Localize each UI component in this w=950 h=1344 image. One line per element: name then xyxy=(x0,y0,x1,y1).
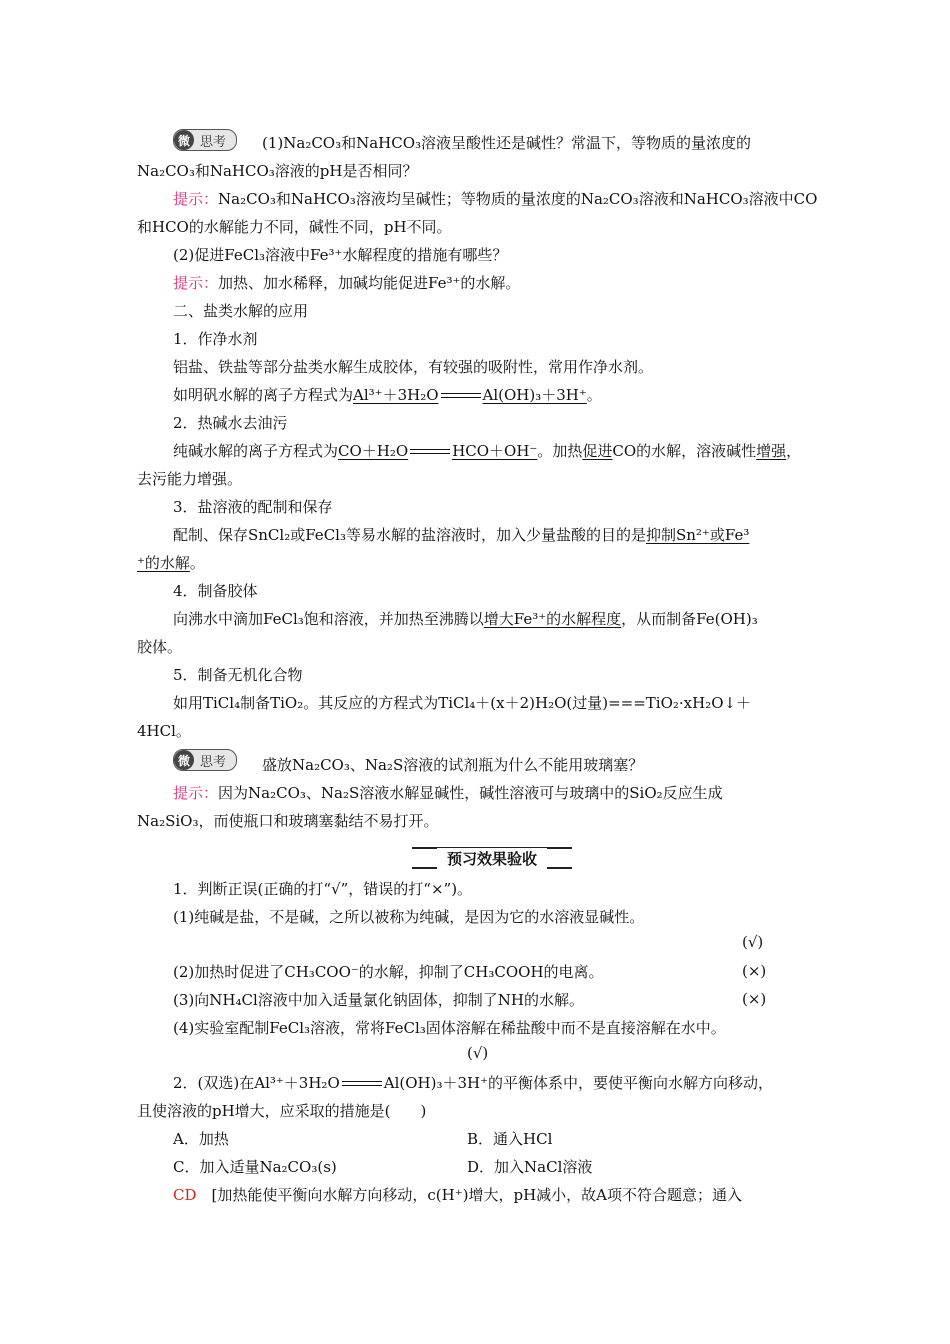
equation-left: CO＋H₂O xyxy=(338,442,409,460)
text: CO的水解，溶液碱性 xyxy=(612,442,757,460)
text: 纯碱水解的离子方程式为 xyxy=(173,442,339,460)
text: 。 xyxy=(189,554,205,572)
section-heading: 二、盐类水解的应用 xyxy=(173,302,309,320)
equation-right: Al(OH)₃＋3H⁺ xyxy=(482,386,587,404)
paragraph xyxy=(173,609,853,629)
text: 。加热 xyxy=(537,442,583,460)
answer-key: CD xyxy=(173,1186,197,1204)
text: 如明矾水解的离子方程式为 xyxy=(173,386,354,404)
think-label: 思考 xyxy=(200,134,227,150)
answer-text: 加热、加水稀释，加碱均能促进Fe³⁺的水解。 xyxy=(218,274,521,292)
hint-label: 提示： xyxy=(173,190,219,208)
option-b: B．通入HCl xyxy=(467,1130,553,1148)
think-badge xyxy=(173,129,237,151)
question-stem: 1．判断正误(正确的打“√”，错误的打“×”)。 xyxy=(173,880,473,898)
question-item: (2)加热时促进了CH₃COO⁻的水解，抑制了CH₃COOH的电离。 xyxy=(173,963,604,981)
wei-icon: 微 xyxy=(174,750,194,770)
equilibrium-arrow-icon xyxy=(342,1079,382,1089)
wei-icon: 微 xyxy=(174,130,194,150)
subheading-5: 5．制备无机化合物 xyxy=(173,666,303,684)
section-title-box xyxy=(412,847,572,869)
blank-answer: ⁺的水解 xyxy=(137,554,190,572)
blank-answer: 促进 xyxy=(582,442,613,460)
equation-right: HCO＋OH⁻ xyxy=(452,442,538,460)
answer-mark: (√) xyxy=(467,1044,489,1062)
paragraph xyxy=(173,525,853,545)
option-c: C．加入适量Na₂CO₃(s) xyxy=(173,1158,337,1176)
text: 2．(双选)在Al³⁺＋3H₂O xyxy=(173,1074,340,1092)
option-a: A．加热 xyxy=(173,1130,229,1148)
hint-label: 提示： xyxy=(173,274,219,292)
equation-left: Al³⁺＋3H₂O xyxy=(353,386,439,404)
answer-explanation xyxy=(173,1185,853,1205)
equilibrium-arrow-icon xyxy=(441,391,481,401)
paragraph: 如用TiCl₄制备TiO₂。其反应的方程式为TiCl₄＋(x＋2)H₂O(过量)===TiO₂·xH₂O↓＋ xyxy=(173,694,752,712)
paragraph: 4HCl。 xyxy=(137,722,191,740)
text: 配制、保存SnCl₂或FeCl₃等易水解的盐溶液时，加入少量盐酸的目的是 xyxy=(173,526,646,544)
answer-text: 因为Na₂CO₃、Na₂S溶液水解显碱性，碱性溶液可与玻璃中的SiO₂反应生成 xyxy=(218,784,723,802)
think1-question-line1: (1)Na₂CO₃和NaHCO₃溶液呈酸性还是碱性？常温下，等物质的量浓度的 xyxy=(262,134,752,152)
subheading-1: 1．作净水剂 xyxy=(173,330,258,348)
think-badge xyxy=(173,749,237,771)
soda-equation-line xyxy=(173,441,853,461)
think2-question: 盛放Na₂CO₃、Na₂S溶液的试剂瓶为什么不能用玻璃塞？ xyxy=(262,756,644,774)
think1-answer-line1 xyxy=(173,189,853,209)
text: ，从而制备Fe(OH)₃ xyxy=(621,610,758,628)
think-label: 思考 xyxy=(200,754,227,770)
think1-question-line2: Na₂CO₃和NaHCO₃溶液的pH是否相同？ xyxy=(137,162,418,180)
think2-answer-line2: Na₂SiO₃，而使瓶口和玻璃塞黏结不易打开。 xyxy=(137,812,439,830)
section-title: 预习效果验收 xyxy=(437,848,547,869)
paragraph xyxy=(137,553,817,573)
paragraph: 去污能力增强。 xyxy=(137,470,243,488)
option-d: D．加入NaCl溶液 xyxy=(467,1158,593,1176)
subheading-3: 3．盐溶液的配制和保存 xyxy=(173,498,333,516)
blank-answer: 抑制Sn²⁺或Fe³ xyxy=(645,526,750,544)
question-item: (4)实验室配制FeCl₃溶液，常将FeCl₃固体溶解在稀盐酸中而不是直接溶解在水中。 xyxy=(173,1019,726,1037)
question-stem xyxy=(173,1073,853,1093)
answer-mark: (×) xyxy=(742,962,767,980)
subheading-4: 4．制备胶体 xyxy=(173,582,258,600)
answer-text: Na₂CO₃和NaHCO₃溶液均呈碱性；等物质的量浓度的Na₂CO₃溶液和NaHCO₃溶液中CO xyxy=(218,190,818,208)
paragraph: 胶体。 xyxy=(137,638,183,656)
text: 。 xyxy=(586,386,602,404)
think1-answer-line2: 和HCO的水解能力不同，碱性不同，pH不同。 xyxy=(137,218,452,236)
text: Al(OH)₃＋3H⁺的平衡体系中，要使平衡向水解方向移动， xyxy=(383,1074,774,1092)
text: ， xyxy=(786,442,802,460)
text: 向沸水中滴加FeCl₃饱和溶液，并加热至沸腾以 xyxy=(173,610,484,628)
think1-question2: (2)促进FeCl₃溶液中Fe³⁺水解程度的措施有哪些？ xyxy=(173,246,508,264)
think2-answer-line1 xyxy=(173,783,853,803)
question-item: (3)向NH₄Cl溶液中加入适量氯化钠固体，抑制了NH的水解。 xyxy=(173,991,584,1009)
think1-answer2 xyxy=(173,273,853,293)
question-item: (1)纯碱是盐，不是碱，之所以被称为纯碱，是因为它的水溶液显碱性。 xyxy=(173,908,645,926)
equilibrium-arrow-icon xyxy=(410,447,450,457)
blank-answer: 增强 xyxy=(756,442,787,460)
answer-mark: (×) xyxy=(742,990,767,1008)
subheading-2: 2．热碱水去油污 xyxy=(173,414,288,432)
hint-label: 提示： xyxy=(173,784,219,802)
answer-mark: (√) xyxy=(742,933,764,951)
blank-answer: 增大Fe³⁺的水解程度 xyxy=(483,610,622,628)
paragraph: 铝盐、铁盐等部分盐类水解生成胶体，有较强的吸附性，常用作净水剂。 xyxy=(173,358,654,376)
explanation-text: [加热能使平衡向水解方向移动，c(H⁺)增大，pH减小，故A项不符合题意；通入 xyxy=(211,1186,743,1204)
alum-equation-line xyxy=(173,385,853,405)
question-stem-line2: 且使溶液的pH增大，应采取的措施是( ) xyxy=(137,1102,427,1120)
